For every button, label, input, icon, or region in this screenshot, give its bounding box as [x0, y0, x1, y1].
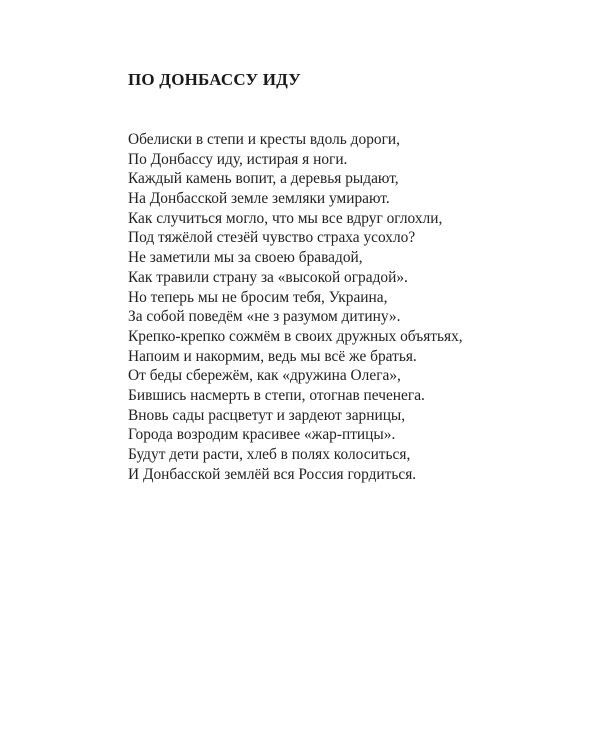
poem-line: И Донбасской землёй вся Россия гордиться.	[128, 465, 417, 483]
poem-line: От беды сбережём, как «дружина Олега»,	[128, 367, 401, 385]
poem-line: Города возродим красивее «жар-птицы».	[128, 426, 396, 444]
poem-line: Обелиски в степи и кресты вдоль дороги,	[128, 131, 400, 148]
poem-line: Но теперь мы не бросим тебя, Украина,	[128, 288, 388, 306]
poem-line: Бившись насмерть в степи, отогнав печенега.	[128, 386, 425, 404]
poem-line: Как травили страну за «высокой оградой».	[128, 268, 408, 286]
poem-line: Крепко-крепко сожмём в своих дружных объятьях,	[128, 327, 463, 345]
poem-title: ПО ДОНБАССУ ИДУ	[128, 70, 301, 89]
poem-line: На Донбасской земле земляки умирают.	[128, 190, 390, 208]
poem-line: Не заметили мы за своею бравадой,	[128, 249, 363, 267]
poem-body	[128, 130, 463, 484]
poem-line: За собой поведём «не з разумом дитину».	[128, 308, 401, 326]
poem-line: Вновь сады расцветут и зардеют зарницы,	[128, 406, 406, 424]
poem-line: По Донбассу иду, истирая я ноги.	[128, 150, 348, 168]
poem-line: Напоим и накормим, ведь мы всё же братья.	[128, 347, 417, 365]
poem-line: Будут дети расти, хлеб в полях колоситься,	[128, 446, 411, 463]
poem-line: Под тяжёлой стезёй чувство страха усохло?	[128, 229, 416, 247]
poem-line: Каждый камень вопит, а деревья рыдают,	[128, 170, 399, 188]
poem-line: Как случиться могло, что мы все вдруг оглохли,	[128, 209, 443, 227]
